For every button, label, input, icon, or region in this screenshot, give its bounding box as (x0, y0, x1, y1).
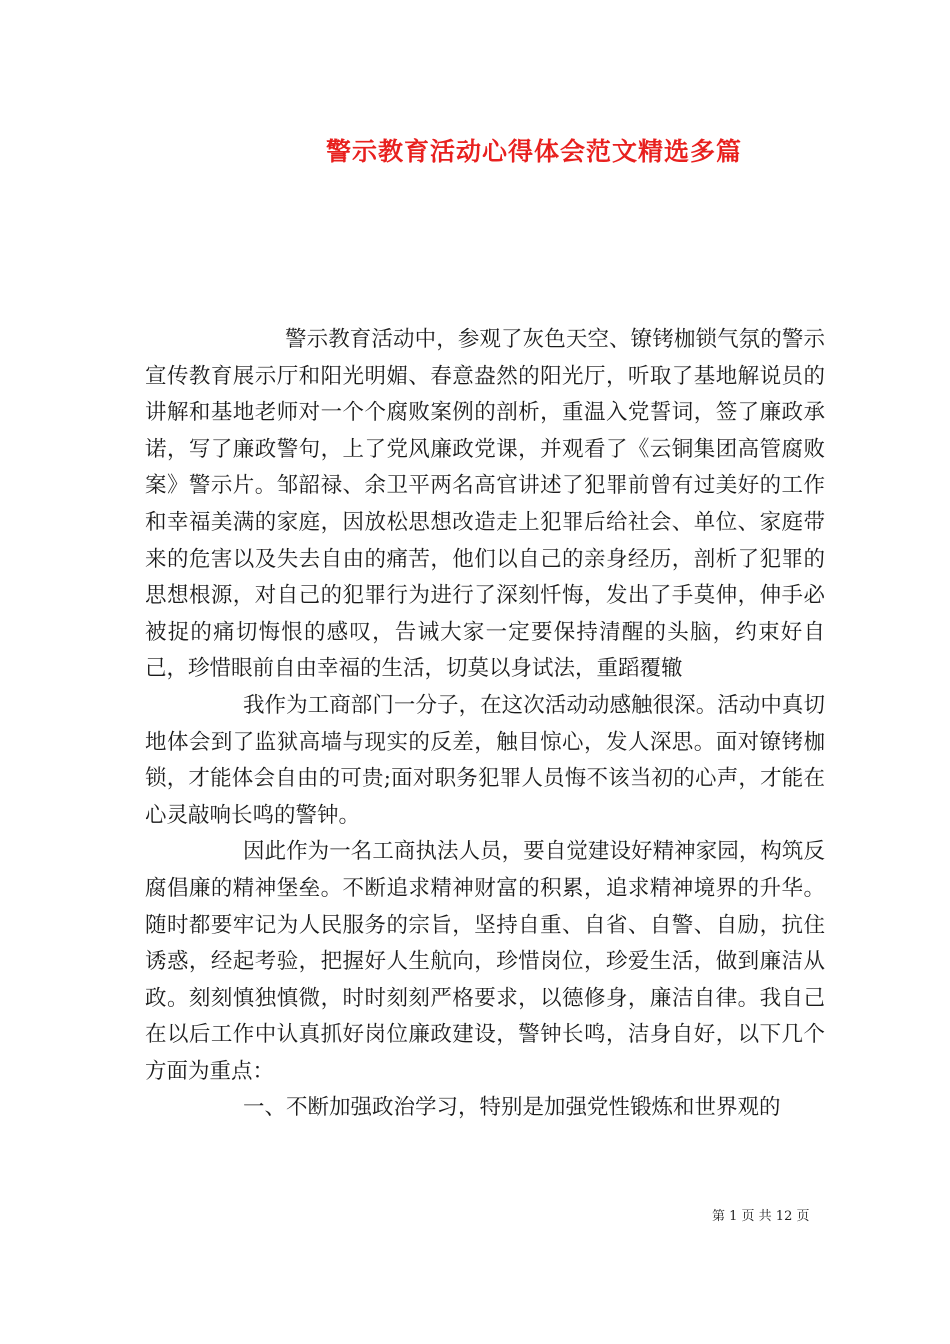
paragraph-4: 一、不断加强政治学习，特别是加强党性锻炼和世界观的 (243, 1095, 781, 1121)
page-number-footer: 第 1 页 共 12 页 (712, 1209, 810, 1224)
paragraph-1: 警示教育活动中，参观了灰色天空、镣铐枷锁气氛的警示宣传教育展示厅和阳光明媚、春意盎然的阳光厅，听取了基地解说员的讲解和基地老师对一个个腐败案例的剖析，重温入党誓词，签了廉政承诺，写了廉政警句，上了党风廉政党课，并观看了《云铜集团高管腐败案》警示片。邹韶禄、余卫平两名高官讲述了犯罪前曾有过美好的工作和幸福美满的家庭，因放松思想改造走上犯罪后给社会、单位、家庭带来的危害以及失去自由的痛苦，他们以自己的亲身经历，剖析了犯罪的思想根源，对自己的犯罪行为进行了深刻忏悔，发出了手莫伸，伸手必被捉的痛切悔恨的感叹，告诫大家一定要保持清醒的头脑，约束好自己，珍惜眼前自由幸福的生活，切莫以身试法，重蹈覆辙 (145, 327, 825, 682)
document-body (145, 322, 825, 1127)
paragraph-3: 因此作为一名工商执法人员，要自觉建设好精神家园，构筑反腐倡廉的精神堡垒。不断追求精神财富的积累，追求精神境界的升华。随时都要牢记为人民服务的宗旨，坚持自重、自省、自警、自励，抗住诱惑，经起考验，把握好人生航向，珍惜岗位，珍爱生活，做到廉洁从政。刻刻慎独慎微，时时刻刻严格要求，以德修身，廉洁自律。我自己在以后工作中认真抓好岗位廉政建设，警钟长鸣，洁身自好，以下几个方面为重点： (145, 839, 825, 1084)
document-title: 警示教育活动心得体会范文精选多篇 (325, 137, 742, 166)
paragraph-2: 我作为工商部门一分子，在这次活动动感触很深。活动中真切地体会到了监狱高墙与现实的反差，触目惊心，发人深思。面对镣铐枷锁，才能体会自由的可贵;面对职务犯罪人员悔不该当初的心声，才能在心灵敲响长鸣的警钟。 (145, 692, 825, 828)
